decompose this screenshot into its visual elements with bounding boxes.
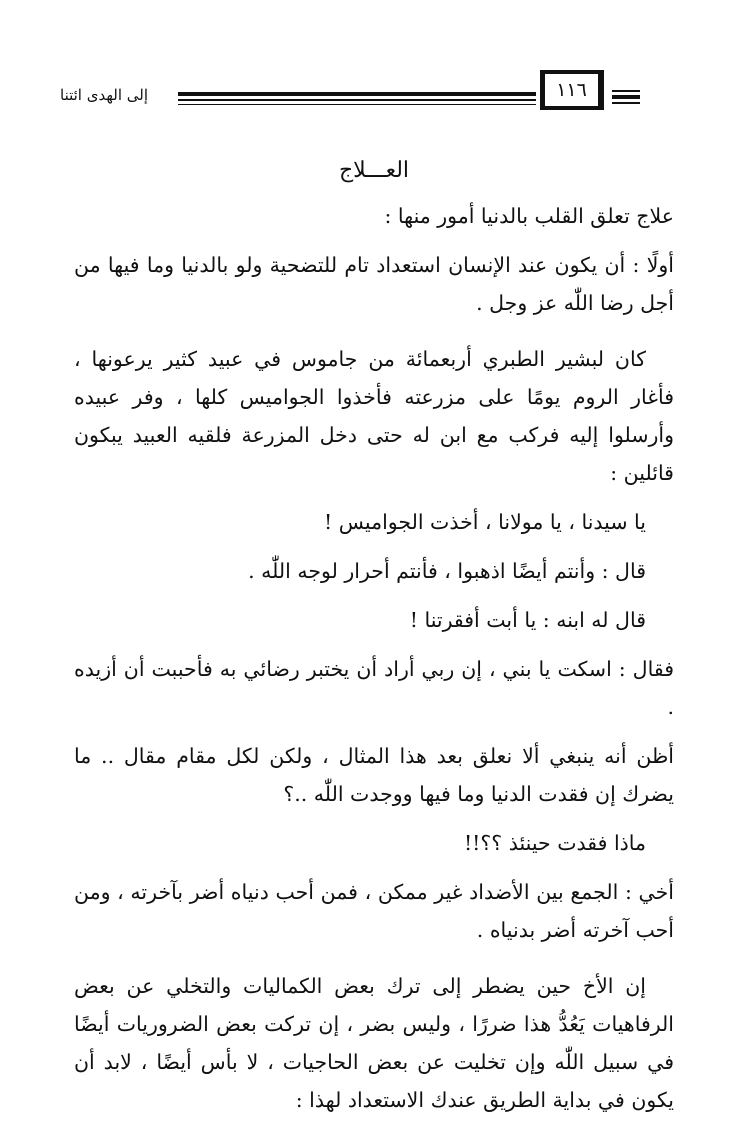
paragraph: قال : وأنتم أيضًا اذهبوا ، فأنتم أحرار لوجه اللّٰه .	[248, 559, 646, 583]
paragraph: فقال : اسكت يا بني ، إن ربي أراد أن يختبر رضائي به فأحببت أن أزيده .	[74, 657, 674, 719]
paragraph: أولًا : أن يكون عند الإنسان استعداد تام للتضحية ولو بالدنيا وما فيها من أجل رضا اللّٰه عز وجل .	[74, 253, 674, 315]
paragraph: أظن أنه ينبغي ألا نعلق بعد هذا المثال ، ولكن لكل مقام مقال .. ما يضرك إن فقدت الدنيا وما فيها ووجدت اللّٰه ..؟	[74, 744, 674, 806]
paragraph: كان لبشير الطبري أربعمائة من جاموس في عبيد كثير يرعونها ، فأغار الروم يومًا على مزرعته فأخذوا الجواميس كلها ، وفر عبيده وأرسلوا إليه فركب مع ابن له حتى دخل المزرعة فلقيه العبيد يبكون قائلين :	[74, 347, 674, 485]
header-rule	[178, 104, 536, 105]
header-rule	[612, 102, 640, 104]
paragraph: ماذا فقدت حينئذ ؟؟!!	[463, 831, 646, 855]
main-text	[74, 158, 674, 1130]
header-rule	[612, 90, 640, 92]
header-rule	[178, 92, 536, 96]
running-title: إلى الهدى ائتنا	[60, 86, 149, 104]
page-number: ١١٦	[540, 70, 604, 110]
paragraph: إن الأخ حين يضطر إلى ترك بعض الكماليات والتخلي عن بعض الرفاهيات يَعُدُّ هذا ضررًا ، وليس بضر ، إن تركت بعض الضروريات أيضًا في سبيل اللّٰه وإن تخليت عن بعض الحاجيات ، لا بأس أيضًا ، لابد أن يكون في بداية الطريق عندك الاستعداد لهذا :	[74, 974, 674, 1112]
paragraph: علاج تعلق القلب بالدنيا أمور منها :	[384, 204, 674, 228]
paragraph: قال له ابنه : يا أبت أفقرتنا !	[409, 608, 646, 632]
header-rule	[612, 95, 640, 99]
section-heading: العـــلاج	[338, 158, 410, 183]
paragraph: أخي : الجمع بين الأضداد غير ممكن ، فمن أحب دنياه أضر بآخرته ، ومن أحب آخرته أضر بدنياه .	[74, 880, 674, 942]
paragraph: يا سيدنا ، يا مولانا ، أخذت الجواميس !	[324, 510, 646, 534]
page-header	[0, 0, 748, 130]
header-rule	[178, 99, 536, 101]
